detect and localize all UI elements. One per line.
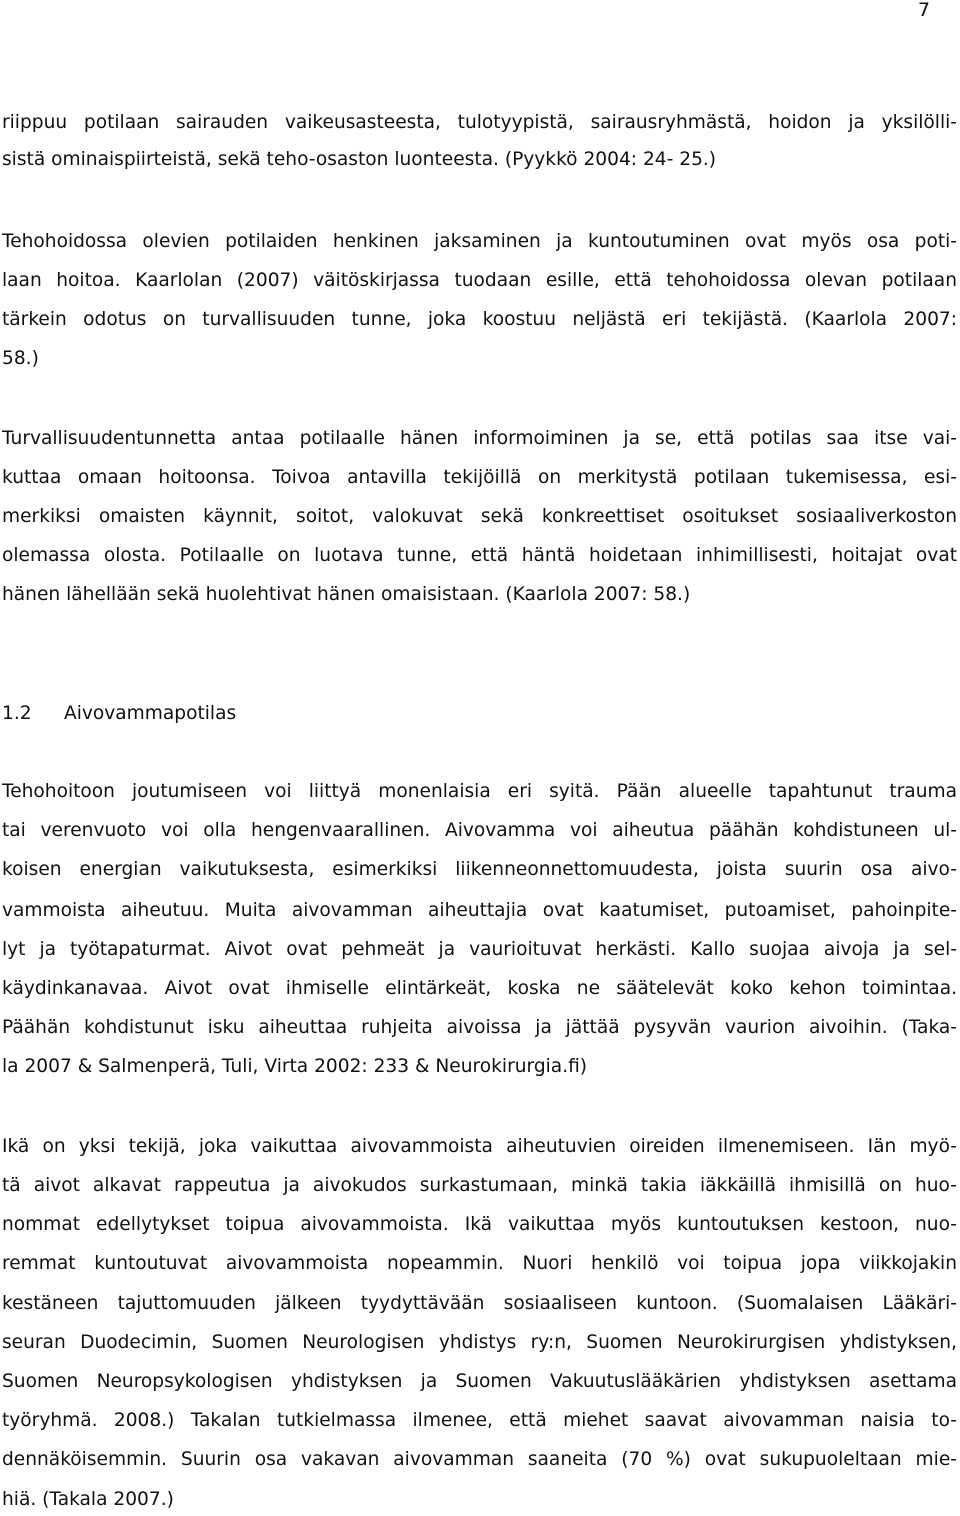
text-line: seuran Duodecimin, Suomen Neurologisen yhdistys ry:n, Suomen Neurokirurgisen yhdistyksen,	[2, 1332, 957, 1353]
text-line: riippuu potilaan sairauden vaikeusasteesta, tulotyypistä, sairausryhmästä, hoidon ja yksilölli-	[2, 112, 957, 133]
text-line: vammoista aiheutuu. Muita aivovamman aiheuttajia ovat kaatumiset, putoamiset, pahoinpite-	[2, 900, 957, 921]
text-line: lyt ja työtapaturmat. Aivot ovat pehmeät ja vaurioituvat herkästi. Kallo suojaa aivoja ja sel-	[2, 939, 957, 960]
text-line: Suomen Neuropsykologisen yhdistyksen ja Suomen Vakuutuslääkärien yhdistyksen asettama	[2, 1371, 957, 1392]
text-line: työryhmä. 2008.) Takalan tutkielmassa ilmenee, että miehet saavat aivovamman naisia to-	[2, 1410, 957, 1431]
text-line: tä aivot alkavat rappeutua ja aivokudos surkastumaan, minkä takia iäkkäillä ihmisillä on huo-	[2, 1175, 957, 1196]
text-line: Tehohoitoon joutumiseen voi liittyä monenlaisia eri syitä. Pään alueelle tapahtunut trauma	[2, 781, 957, 802]
text-line: koisen energian vaikutuksesta, esimerkiksi liikenneonnettomuudesta, joista suurin osa aivo-	[2, 859, 957, 880]
section-number: 1.2	[2, 703, 32, 724]
text-line: hiä. (Takala 2007.)	[2, 1489, 174, 1510]
text-line: kestäneen tajuttomuuden jälkeen tyydyttävään sosiaaliseen kuntoon. (Suomalaisen Lääkäri-	[2, 1293, 957, 1314]
text-line: Turvallisuudentunnetta antaa potilaalle hänen informoiminen ja se, että potilas saa itse vai-	[2, 428, 957, 449]
text-line: Tehohoidossa olevien potilaiden henkinen jaksaminen ja kuntoutuminen ovat myös osa poti-	[2, 231, 957, 252]
section-title: Aivovammapotilas	[64, 703, 237, 724]
text-line: remmat kuntoutuvat aivovammoista nopeammin. Nuori henkilö voi toipua jopa viikkojakin	[2, 1253, 957, 1274]
text-line: nommat edellytykset toipua aivovammoista. Ikä vaikuttaa myös kuntoutuksen kestoon, nuo-	[2, 1214, 957, 1235]
page-number: 7	[917, 0, 930, 21]
text-line: Ikä on yksi tekijä, joka vaikuttaa aivovammoista aiheutuvien oireiden ilmenemiseen. Iän myö-	[2, 1136, 957, 1157]
text-line: hänen lähellään sekä huolehtivat hänen omaisistaan. (Kaarlola 2007: 58.)	[2, 584, 691, 605]
text-line: olemassa olosta. Potilaalle on luotava tunne, että häntä hoidetaan inhimillisesti, hoitajat ovat	[2, 545, 957, 566]
text-line: käydinkanavaa. Aivot ovat ihmiselle elintärkeät, koska ne säätelevät koko kehon toimintaa.	[2, 978, 957, 999]
text-line: kuttaa omaan hoitoonsa. Toivoa antavilla tekijöillä on merkitystä potilaan tukemisessa, esi-	[2, 467, 957, 488]
text-line: laan hoitoa. Kaarlolan (2007) väitöskirjassa tuodaan esille, että tehohoidossa olevan potilaan	[2, 270, 957, 291]
text-line: tärkein odotus on turvallisuuden tunne, joka koostuu neljästä eri tekijästä. (Kaarlola 2007:	[2, 309, 957, 330]
text-line: Päähän kohdistunut isku aiheuttaa ruhjeita aivoissa ja jättää pysyvän vaurion aivoihin. (Taka-	[2, 1017, 957, 1038]
text-line: 58.)	[2, 348, 39, 369]
text-line: merkiksi omaisten käynnit, soitot, valokuvat sekä konkreettiset osoitukset sosiaaliverkoston	[2, 506, 957, 527]
text-line: la 2007 & Salmenperä, Tuli, Virta 2002: 233 & Neurokirurgia.fi)	[2, 1056, 588, 1077]
text-line: sistä ominaispiirteistä, sekä teho-osaston luonteesta. (Pyykkö 2004: 24- 25.)	[2, 149, 717, 170]
text-line: dennäköisemmin. Suurin osa vakavan aivovamman saaneita (70 %) ovat sukupuoleltaan mie-	[2, 1449, 957, 1470]
text-line: tai verenvuoto voi olla hengenvaarallinen. Aivovamma voi aiheutua päähän kohdistuneen ul-	[2, 820, 957, 841]
section-heading	[2, 702, 236, 726]
